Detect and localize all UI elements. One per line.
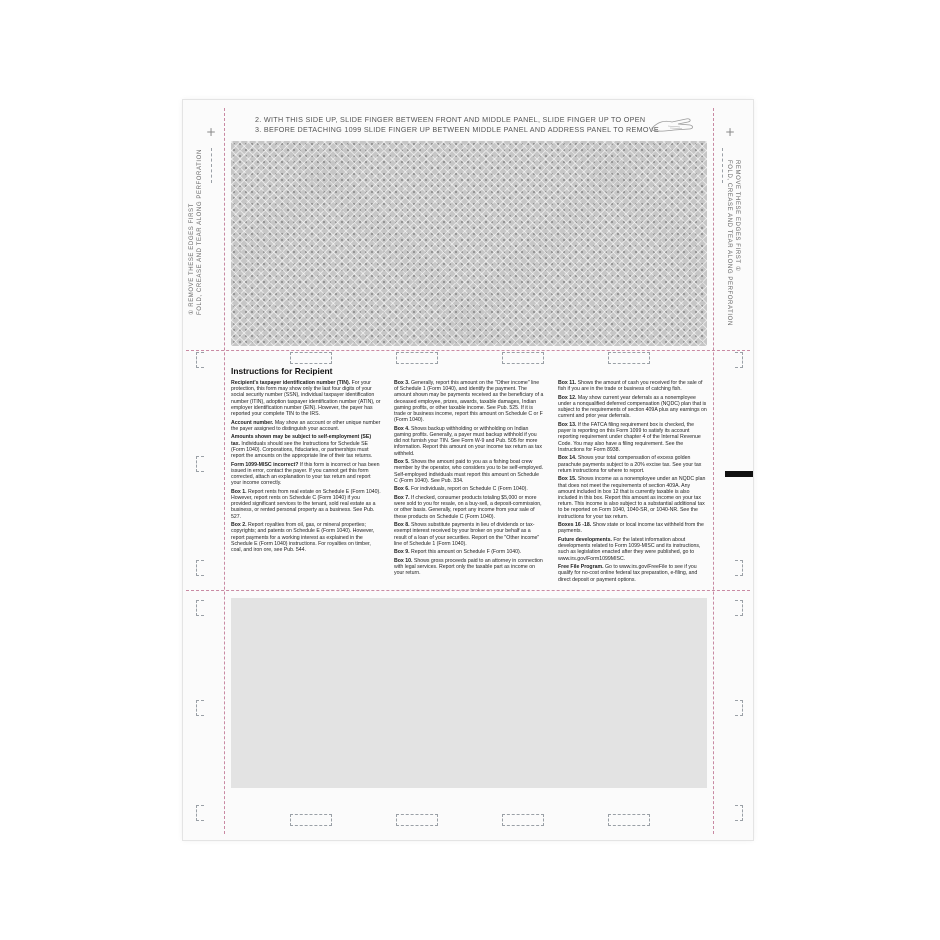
instruction-text: Shows your total compensation of excess golden parachute payments subject to a 20% excise tax. See your tax return instructions for where to report. (558, 455, 702, 474)
instruction-text: Shows substitute payments in lieu of dividends or tax-exempt interest received by your broker on your behalf as a result of a loan of your securities. Report on the "Other income" line of Schedule 1 (Form 1040). (394, 522, 540, 547)
instruction-paragraph (558, 537, 708, 562)
tear-tab (396, 814, 438, 826)
fold-line-bottom (186, 590, 750, 591)
instruction-heading: Box 12. (558, 394, 577, 401)
opening-step-3: 3. BEFORE DETACHING 1099 SLIDE FINGER UP BETWEEN MIDDLE PANEL AND ADDRESS PANEL TO REMOVE (255, 125, 660, 134)
instruction-text: Shows the amount paid to you as a fishing boat crew member by the operator, who considers you to be self-employed. Self-employed individuals must report this amount on Schedule C (Form 1040). See Pub. 334. (394, 459, 544, 484)
instruction-paragraph (394, 495, 544, 520)
left-perforation (224, 108, 225, 834)
left-bracket (196, 700, 204, 716)
instruction-heading: Box 4. (394, 425, 410, 432)
instructions-column-1 (231, 366, 381, 556)
left-bracket (196, 600, 204, 616)
instruction-paragraph (558, 455, 708, 474)
instruction-heading: Box 2. (231, 522, 247, 529)
instruction-heading: Recipient's taxpayer identification number (TIN). (231, 380, 351, 386)
right-plus-mark: + (725, 125, 736, 139)
instruction-paragraph (231, 434, 381, 459)
instruction-text: For individuals, report on Schedule C (Form 1040). (411, 486, 528, 493)
tear-tab (290, 352, 332, 364)
instruction-paragraph (558, 476, 708, 519)
opening-step-2: 2. WITH THIS SIDE UP, SLIDE FINGER BETWEEN FRONT AND MIDDLE PANEL, SLIDE FINGER UP TO OPEN (255, 115, 646, 124)
instruction-heading: Future developments. (558, 537, 612, 544)
tear-tab (502, 814, 544, 826)
right-step-marker: ① (734, 265, 740, 272)
instruction-paragraph (558, 380, 708, 392)
instruction-heading: Box 11. (558, 380, 577, 386)
instruction-paragraph (394, 380, 544, 423)
instruction-heading: Amounts shown may be subject to self-employment (SE) tax. (231, 434, 372, 447)
instruction-paragraph (558, 395, 708, 420)
left-bracket (196, 456, 204, 472)
instructions-column-3 (558, 380, 708, 585)
instruction-text: Show state or local income tax withheld from the payments. (558, 522, 704, 535)
instruction-text: If checked, consumer products totaling $5,000 or more were sold to you for resale, on a buy-sell, a deposit-commission, or other basis. Generally, report any income from your sale of these products on Schedule C (Form 1040). (394, 495, 542, 520)
instruction-paragraph (394, 549, 544, 555)
left-bracket (196, 560, 204, 576)
instruction-heading: Box 13. (558, 422, 577, 428)
instruction-text: May show an account or other unique number the payer assigned to distinguish your account. (231, 419, 381, 432)
tear-tab (608, 814, 650, 826)
right-bracket (735, 352, 743, 368)
instruction-text: If this form is incorrect or has been issued in error, contact the payer. If you cannot get this form corrected, attach an explanation to your tax return and report your income correctly. (231, 461, 380, 487)
instruction-text: If the FATCA filing requirement box is checked, the payer is reporting on this Form 1099 to satisfy its account reporting requirement under chapter 4 of the Internal Revenue Code. You may also have a filing requirement. See the Instructions for Form 8938. (558, 422, 701, 453)
left-tear-line2: FOLD, CREASE AND TEAR ALONG PERFORATION (197, 149, 203, 315)
security-pattern (231, 141, 707, 346)
instruction-heading: Form 1099-MISC incorrect? (231, 461, 299, 468)
instruction-paragraph (394, 522, 544, 547)
tear-tab (608, 352, 650, 364)
hand-icon (650, 116, 696, 134)
left-bracket (196, 805, 204, 821)
opening-instructions (255, 115, 695, 135)
right-tear-line1: REMOVE THESE EDGES FIRST (734, 160, 740, 264)
instruction-heading: Box 9. (394, 549, 410, 556)
instruction-heading: Box 3. (394, 380, 410, 386)
instruction-paragraph (558, 522, 708, 534)
right-perforation (713, 108, 714, 834)
right-bracket (735, 600, 743, 616)
instruction-text: For the latest information about developments related to Form 1099-MISC and its instructions, such as legislation enacted after they were published, go to www.irs.gov/Form1099MISC. (558, 537, 701, 562)
right-tear-instructions (725, 160, 741, 326)
right-bracket (735, 560, 743, 576)
instruction-heading: Boxes 16 -18. (558, 522, 592, 529)
instruction-paragraph (394, 459, 544, 484)
left-tear-line1: REMOVE THESE EDGES FIRST (189, 203, 195, 307)
instruction-heading: Box 15. (558, 476, 577, 483)
instruction-text: Individuals should see the Instructions for Schedule SE (Form 1040). Corporations, fiduciaries, or partnerships must report the amounts on the appropriate line of their tax returns. (231, 440, 373, 460)
instruction-text: For your protection, this form may show only the last four digits of your social security number (SSN), individual taxpayer identification number (ITIN), adoption taxpayer identification number (ATIN), or employer identification number (EIN). However, the payer has reported your complete TIN to the IRS. (231, 380, 381, 418)
right-bracket (735, 805, 743, 821)
left-plus-mark: + (206, 125, 217, 139)
instruction-heading: Box 6. (394, 486, 410, 493)
instruction-heading: Box 7. (394, 495, 410, 502)
instructions-title: Instructions for Recipient (231, 366, 333, 376)
instruction-paragraph (394, 486, 544, 492)
instruction-paragraph (394, 558, 544, 577)
left-edge-line (211, 148, 212, 183)
instruction-paragraph (558, 422, 708, 453)
instruction-text: Report rents from real estate on Schedule E (Form 1040). However, report rents on Schedule C (Form 1040) if you provided significant services to the tenant, sold real estate as a business, or rented personal property as a business. See Pub. 527. (231, 488, 381, 520)
instruction-text: Shows the amount of cash you received for the sale of fish if you are in the trade or business of catching fish. (558, 380, 703, 393)
right-tear-line2: FOLD, CREASE AND TEAR ALONG PERFORATION (726, 160, 732, 326)
tear-tab (502, 352, 544, 364)
instruction-text: Shows backup withholding or withholding on Indian gaming profits. Generally, a payer must backup withhold if you did not furnish your TIN. See Form W-9 and Pub. 505 for more information. Report this amount on your income tax return as tax withheld. (394, 425, 542, 457)
tear-tab (290, 814, 332, 826)
instruction-heading: Free File Program. (558, 564, 604, 571)
instruction-paragraph (394, 426, 544, 457)
instruction-heading: Box 1. (231, 488, 247, 495)
instruction-heading: Box 5. (394, 459, 410, 466)
instruction-heading: Box 14. (558, 455, 577, 462)
instruction-text: Shows income as a nonemployee under an NQDC plan that does not meet the requirements of section 409A. Any amount included in box 12 that is currently taxable is also included in this box. Report this amount as income on your tax return. This income is also subject to a substantial additional tax to be reported on Form 1040, 1040-SR, or 1040-NR. See the instructions for your tax return. (558, 476, 706, 520)
instruction-paragraph (231, 462, 381, 487)
instruction-paragraph (231, 522, 381, 553)
instruction-paragraph (231, 489, 381, 520)
address-panel (231, 598, 707, 788)
instruction-heading: Box 8. (394, 522, 410, 529)
right-bracket (735, 700, 743, 716)
instruction-text: Report this amount on Schedule F (Form 1040). (411, 549, 522, 556)
instruction-text: Report royalties from oil, gas, or mineral properties; copyrights; and patents on Schedule E (Form 1040). However, report payments for a working interest as explained in the Schedule E (Form 1040) instructions. For royalties on timber, coal, and iron ore, see Pub. 544. (231, 522, 375, 554)
instruction-text: Shows gross proceeds paid to an attorney in connection with legal services. Report only the taxable part as income on your return. (394, 558, 543, 577)
instructions-column-2 (394, 380, 544, 579)
instruction-text: May show current year deferrals as a nonemployee under a nonqualified deferred compensation (NQDC) plan that is subject to the requirements of section 409A plus any earnings on current and prior year deferrals. (558, 394, 707, 420)
left-bracket (196, 352, 204, 368)
left-step-marker: ① (189, 309, 195, 315)
left-tear-instructions (188, 149, 204, 315)
tear-tab (396, 352, 438, 364)
instruction-heading: Box 10. (394, 558, 413, 565)
instruction-heading: Account number. (231, 419, 274, 426)
instruction-text: Generally, report this amount on the "Other income" line of Schedule 1 (Form 1040), and identify the payment. The amount shown may be payments received as the beneficiary of a deceased employee, prizes, awards, taxable damages, Indian gaming profits, or other taxable income. See Pub. 525. If it is trade or business income, report this amount on Schedule C or F (Form 1040). (394, 380, 544, 424)
instruction-text: Go to www.irs.gov/FreeFile to see if you qualify for no-cost online federal tax preparation, e-filing, and direct deposit or payment options. (558, 564, 698, 583)
right-edge-line (722, 148, 723, 183)
instruction-paragraph (558, 564, 708, 583)
alignment-mark (725, 471, 753, 477)
instruction-paragraph (231, 420, 381, 432)
fold-line-top (186, 350, 750, 351)
instruction-paragraph (231, 380, 381, 417)
